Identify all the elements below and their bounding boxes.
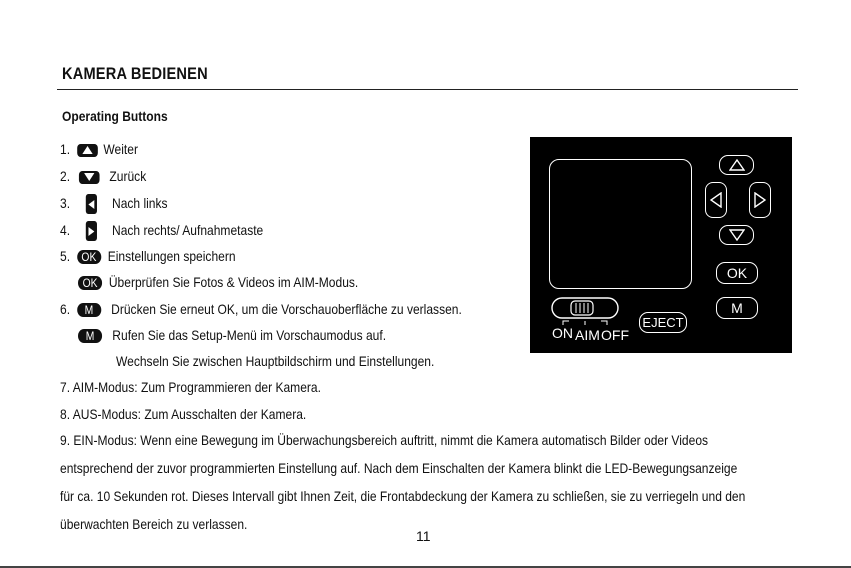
camera-eject-button: EJECT: [639, 312, 687, 333]
right-arrow-icon: [85, 221, 96, 241]
camera-down-button: [719, 225, 754, 245]
camera-m-button: M: [716, 297, 758, 319]
mode-switch: [551, 297, 619, 319]
up-arrow-icon: [729, 159, 745, 171]
list-item-ok-save: [60, 248, 236, 264]
camera-control-panel: [530, 137, 792, 353]
right-arrow-icon: [754, 192, 766, 208]
camera-left-button: [705, 182, 727, 218]
item-number: 1.: [60, 141, 71, 157]
item-number: 6.: [60, 301, 71, 317]
item-number: 2.: [60, 168, 71, 184]
camera-ok-button: OK: [716, 262, 758, 284]
list-item-right: [60, 221, 263, 241]
camera-screen: [549, 159, 692, 289]
camera-right-button: [749, 182, 771, 218]
section-subtitle: Operating Buttons: [62, 108, 168, 124]
up-triangle-icon: [77, 144, 98, 157]
down-arrow-icon: [729, 229, 745, 241]
list-item-m-exit: [60, 301, 462, 317]
item-text: Drücken Sie erneut OK, um die Vorschauoberfläche zu verlassen.: [111, 301, 462, 317]
switch-label-aim: AIM: [575, 327, 600, 343]
item-text: Nach links: [112, 194, 168, 211]
on-mode-text-line-4: überwachten Bereich zu verlassen.: [60, 516, 248, 532]
item-text: Einstellungen speichern: [107, 248, 236, 264]
item-text: Zurück: [109, 168, 147, 184]
left-arrow-icon: [85, 194, 96, 214]
item-number: 5.: [60, 248, 71, 264]
camera-up-button: [719, 155, 754, 175]
item-text: Überprüfen Sie Fotos & Videos im AIM-Modus.: [108, 274, 359, 290]
on-mode-text-line-1: 9. EIN-Modus: Wenn eine Bewegung im Überwachungsbereich auftritt, nimmt die Kamera automatisch Bilder oder Videos: [60, 432, 709, 448]
list-item-m-setup: [78, 327, 386, 343]
item-text: Nach rechts/ Aufnahmetaste: [112, 221, 264, 238]
left-arrow-icon: [710, 192, 722, 208]
m-badge-icon: M: [78, 329, 102, 343]
down-triangle-icon: [79, 171, 100, 184]
item-text: Wechseln Sie zwischen Hauptbildschirm und Einstellungen.: [116, 353, 435, 369]
item-number: 3.: [60, 194, 71, 211]
switch-label-off: OFF: [601, 327, 629, 343]
switch-label-on: ON: [552, 325, 573, 341]
list-item-up: [60, 141, 138, 157]
item-number: 4.: [60, 221, 71, 238]
on-mode-text-line-3: für ca. 10 Sekunden rot. Dieses Intervall gibt Ihnen Zeit, die Frontabdeckung der Kamera zu schließen, sie zu verriegeln und den: [60, 488, 746, 504]
on-mode-text-line-2: entsprechend der zuvor programmierten Einstellung auf. Nach dem Einschalten der Kamera blinkt die LED-Bewegungsanzeige: [60, 460, 738, 476]
ok-badge-icon: OK: [78, 276, 102, 290]
m-badge-icon: M: [77, 303, 101, 317]
list-item-ok-review: [78, 274, 358, 290]
list-item-down: [60, 168, 146, 184]
list-item-left: [60, 194, 168, 214]
list-item-switch-screen: [116, 353, 434, 369]
page-number: 11: [416, 528, 431, 544]
page-title: KAMERA BEDIENEN: [62, 64, 208, 83]
title-divider: [57, 89, 798, 90]
item-text: Rufen Sie das Setup-Menü im Vorschaumodus auf.: [112, 327, 387, 343]
off-mode-text: 8. AUS-Modus: Zum Ausschalten der Kamera.: [60, 406, 307, 422]
ok-badge-icon: OK: [77, 250, 101, 264]
item-text: Weiter: [103, 141, 138, 157]
aim-mode-text: 7. AIM-Modus: Zum Programmieren der Kamera.: [60, 379, 321, 395]
